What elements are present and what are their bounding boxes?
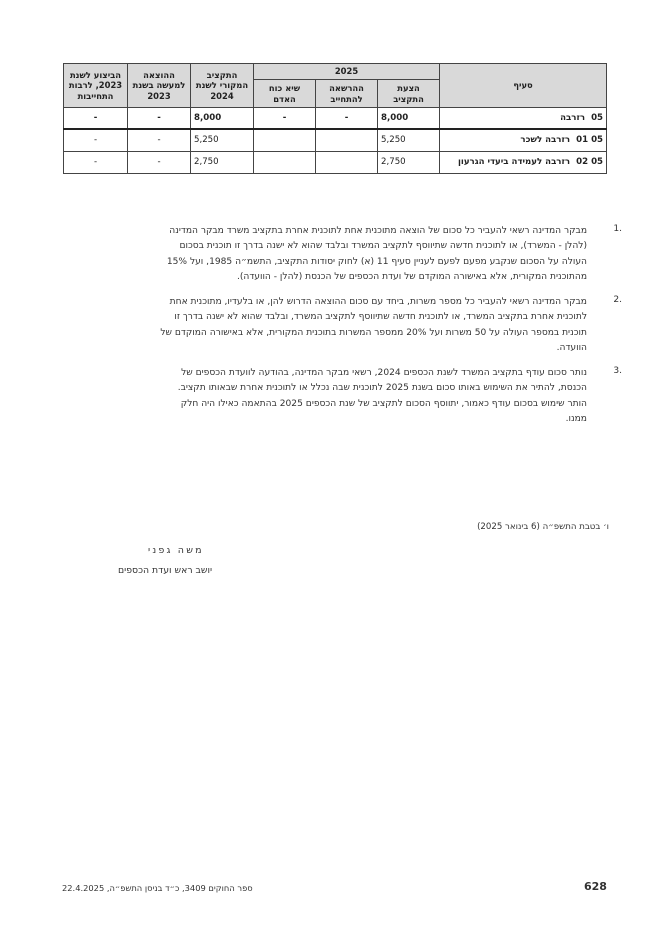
clause-line: מבקר המדינה רשאי להעביר כל סכום של הוצאה מתוכנית אחת לתוכנית אחרת בתקציב משרד מבקר המדינה (169, 226, 587, 236)
signer-name: משה גפני (148, 545, 204, 556)
row-execution-2023: - (64, 152, 128, 174)
row-budget-proposal: 5,250 (378, 129, 440, 152)
signing-date: ו׳ בטבת התשפ״ה (6 בינואר 2025) (477, 522, 609, 532)
header-execution-2023: הביצוע לשנת 2023, לרבות התחייבות (64, 64, 128, 108)
total-name: רזרבה (560, 112, 586, 123)
clause-line: העולה על הסכום שנקבע מפעם לפעם לעניין סעיף 11 (א) לחוק יסודות התקציב, התשמ״ה 1985, ועל 15% (166, 256, 587, 267)
row-budget-proposal: 2,750 (378, 152, 440, 174)
total-actual-2023: - (128, 108, 191, 130)
clause-number: 1. (613, 224, 622, 234)
table-row (64, 129, 607, 152)
row-peak-staff (254, 152, 316, 174)
table-row-total (64, 108, 607, 130)
clause-line: לתוכנית אחרת בתקציב המשרד, או לתוכנית חדשה שתיווסף לתקציב המשרד, ובלבד שהוא לא ישנה בדרך זו (174, 312, 587, 323)
header-actual-2023: ההוצאה למעשה בשנת 2023 (128, 64, 191, 108)
table-row (64, 152, 607, 174)
clause-line: נותר סכום עודף בתקציב המשרד לשנת הכספים 2024, רשאי מבקר המדינה, בהודעה לוועדת הכספים של (181, 368, 587, 378)
clause-line: (להלן - המשרד), או לתוכנית חדשה שתיווסף לתקציב המשרד ובלבד שהוא לא ישנה בדרך זו תוכנית בסכום (179, 241, 587, 252)
total-original-budget-2024: 8,000 (191, 108, 254, 130)
row-actual-2023: - (128, 129, 191, 152)
row-actual-2023: - (128, 152, 191, 174)
row-original-budget-2024: 5,250 (191, 129, 254, 152)
header-budget-proposal: הצעת התקציב (378, 80, 440, 108)
total-code: 05 (591, 112, 604, 123)
row-name: רזרבה לעמידה ביעדי הגרעון (457, 157, 571, 168)
row-commitment-authority (316, 129, 378, 152)
total-peak-staff: - (254, 108, 316, 130)
header-peak-staff: שיא כוח האדם (254, 80, 316, 108)
row-peak-staff (254, 129, 316, 152)
row-code: 05 01 (576, 135, 604, 146)
clause-line: הוועדה. (556, 343, 587, 354)
total-execution-2023: - (64, 108, 128, 130)
total-name-cell (440, 108, 607, 130)
clause-1 (63, 224, 587, 286)
publication-footer: ספר החוקים 3409, כ״ד בניסן התשפ״ה, 22.4.2025 (62, 883, 253, 893)
header-saif: סעיף (440, 64, 607, 108)
clause-number: 3. (613, 366, 622, 376)
header-commitment-authority: ההרשאה להתחייב (316, 80, 378, 108)
row-name-cell (440, 152, 607, 174)
clause-2 (63, 295, 587, 357)
header-year-2025: 2025 (254, 64, 440, 80)
row-execution-2023: - (64, 129, 128, 152)
row-code: 05 02 (576, 157, 604, 168)
clause-line: מבקר המדינה רשאי להעביר כל מספר משרות, ביחד עם סכום ההוצאה הדרוש להן, או בלעדיו, מתוכנית אחת (169, 297, 587, 307)
signer-title: יושב ראש ועדת הכספים (118, 565, 213, 576)
total-commitment-authority: - (316, 108, 378, 130)
clause-line: תוכנית במספר העולה על 50 משרות ועל 20% ממספר המשרות בתוכנית המקורית, אלא באישורה המוקדם של (160, 327, 587, 338)
clause-3 (63, 366, 587, 428)
header-original-budget-2024: התקציב המקורי לשנת 2024 (191, 64, 254, 108)
clause-line: ממנו. (565, 414, 587, 425)
clause-line: הותר שימוש בסכום עודף כאמור, יתווסף הסכום לתקציב של שנת הכספים 2025 בהתאמה כאילו היה חלק (180, 398, 587, 409)
page-number: 628 (584, 880, 607, 893)
clause-line: מהתוכנית המקורית, אלא באישורה המוקדם של ועדת הכספים של הכנסת (להלן - הוועדה). (236, 272, 587, 283)
total-budget-proposal: 8,000 (378, 108, 440, 130)
row-commitment-authority (316, 152, 378, 174)
clause-number: 2. (613, 295, 622, 305)
row-name: רזרבה לשכר (520, 135, 571, 146)
clause-line: הכנסת, להתיר את השימוש באותו סכום בשנת 2025 לתוכנית שבה נכלל או לתוכנית אחרת שבאותו תקציב. (177, 383, 587, 394)
row-name-cell (440, 129, 607, 152)
row-original-budget-2024: 2,750 (191, 152, 254, 174)
budget-table (63, 63, 607, 174)
